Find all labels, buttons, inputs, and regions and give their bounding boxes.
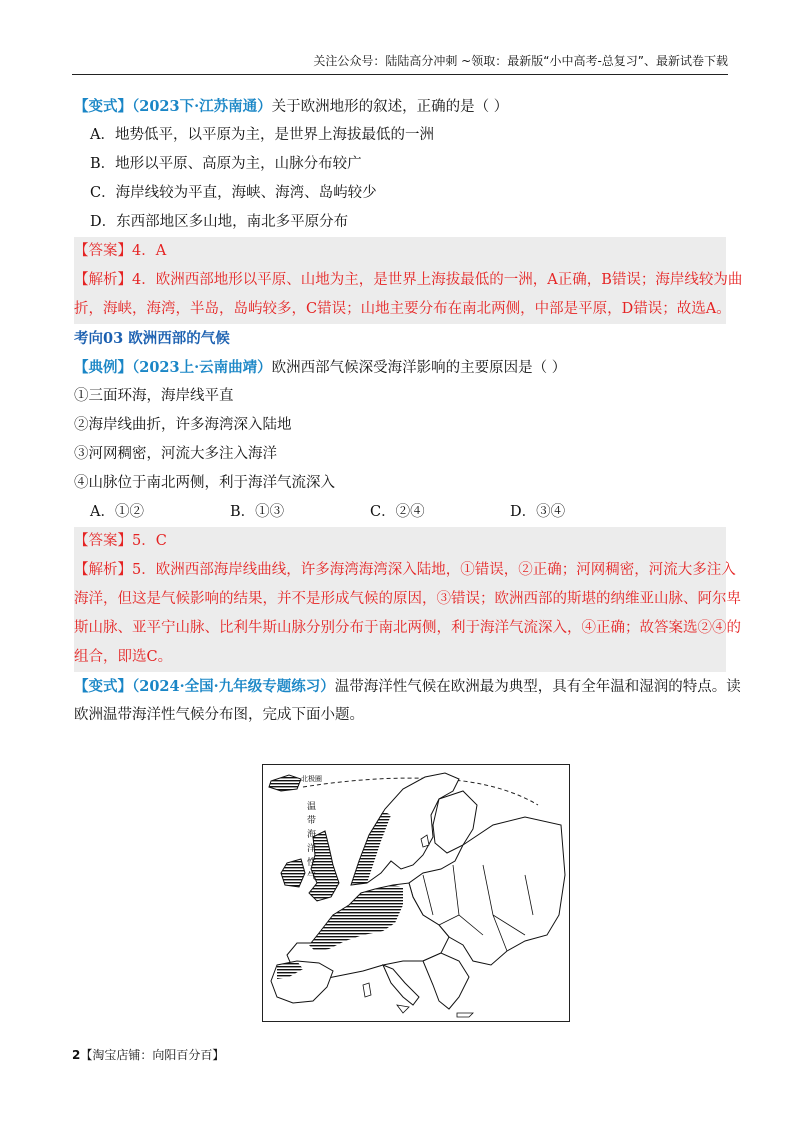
- header-text: 关注公众号：陆陆高分冲刺 ~领取：最新版“小中高考-总复习”、最新试卷下载: [313, 54, 728, 68]
- q5-option-b: B．①③: [230, 504, 285, 520]
- q5-stem: 欧洲西部气候深受海洋影响的主要原因是（ ）: [271, 360, 567, 376]
- q4-option-c: C．海岸线较为平直，海峡、海湾、岛屿较少: [90, 185, 377, 201]
- legend-char-2: 带: [307, 816, 317, 826]
- q5-options: [74, 498, 726, 527]
- q5-stem-line: [74, 353, 726, 382]
- legend-char-1: 温: [307, 802, 317, 812]
- legend-char-4: 洋: [307, 844, 317, 854]
- iceland-outline: [269, 775, 301, 791]
- q5-option-a: A．①②: [90, 504, 144, 520]
- q4-analysis-line-2: 折，海峡，海湾，半岛，岛屿较多，C错误；山地主要分布在南北两侧，中部是平原，D错误；故选A。: [74, 301, 731, 317]
- ireland-outline: [281, 859, 305, 887]
- page-content: [74, 92, 743, 730]
- arctic-circle-label: 北极圈: [301, 775, 322, 783]
- q4-tag: 【变式】: [74, 98, 132, 115]
- q5-source: （2023上·云南曲靖）: [132, 359, 272, 376]
- q5-option-d: D．③④: [510, 504, 566, 520]
- q5-item-3: ③河网稠密，河流大多注入海洋: [74, 446, 277, 462]
- section-title: 考向03 欧洲西部的气候: [74, 330, 230, 347]
- q4-option-d: D．东西部地区多山地，南北多平原分布: [90, 214, 349, 230]
- q6-stem-line-2: 欧洲温带海洋性气候分布图，完成下面小题。: [74, 707, 364, 723]
- q4-stem-line: [74, 92, 726, 121]
- q5-analysis-line-3: 斯山脉、亚平宁山脉、比利牛斯山脉分别分布于南北两侧，利于海洋气流深入，④正确；故答案选②④的: [74, 620, 741, 636]
- q4-analysis-line-1: 【解析】4．欧洲西部地形以平原、山地为主，是世界上海拔最低的一洲，A正确，B错误；海岸线较为曲: [74, 272, 743, 288]
- italy-outline: [383, 965, 419, 1005]
- q5-analysis-line-1: 【解析】5．欧洲西部海岸线曲线，许多海湾海湾深入陆地，①错误，②正确；河网稠密，河流大多注入: [74, 562, 736, 578]
- q5-item-4: ④山脉位于南北两侧，利于海洋气流深入: [74, 475, 335, 491]
- q5-answer: 【答案】5．C: [74, 533, 167, 549]
- balkans-outline: [423, 953, 469, 1009]
- q5-tag: 【典例】: [74, 359, 132, 376]
- q4-answer: 【答案】4．A: [74, 243, 167, 259]
- q5-analysis-line-4: 组合，即选C。: [74, 649, 173, 665]
- page-number: 2: [72, 1048, 81, 1062]
- q6-stem-line-1: [74, 672, 741, 701]
- sardinia-outline: [363, 983, 371, 997]
- q4-answer-block: [74, 237, 743, 324]
- q5-option-c: C．②④: [370, 504, 425, 520]
- q4-source: （2023下·江苏南通）: [132, 98, 272, 115]
- page-footer: [72, 1046, 224, 1063]
- q5-item-1: ①三面环海，海岸线平直: [74, 388, 234, 404]
- q5-analysis-line-2: 海洋，但这是气候影响的结果，并不是形成气候的原因，③错误；欧洲西部的斯堪的纳维亚山脉、阿尔卑: [74, 591, 741, 607]
- legend-char-5: 性: [307, 858, 317, 868]
- legend-char-3: 海: [307, 830, 317, 840]
- q6-source: （2024·全国·九年级专题练习）: [132, 678, 335, 695]
- page-header: [72, 52, 728, 75]
- sicily-outline: [397, 1005, 409, 1013]
- q4-stem: 关于欧洲地形的叙述，正确的是（ ）: [271, 99, 509, 115]
- legend-char-6: 气: [307, 872, 317, 882]
- q5-answer-block: [74, 527, 741, 672]
- shop-label: 【淘宝店铺：向阳百分百】: [80, 1048, 225, 1062]
- q4-option-b: B．地形以平原、高原为主，山脉分布较广: [90, 156, 362, 172]
- q6-stem-1: 温带海洋性气候在欧洲最为典型，具有全年温和湿润的特点。读: [334, 679, 741, 695]
- q6-tag: 【变式】: [74, 678, 132, 695]
- europe-map-svg: [263, 765, 569, 1021]
- q4-option-a: A．地势低平，以平原为主，是世界上海拔最低的一洲: [90, 127, 434, 143]
- europe-climate-map: [262, 764, 570, 1022]
- q5-item-2: ②海岸线曲折，许多海湾深入陆地: [74, 417, 292, 433]
- crete-outline: [457, 1013, 473, 1017]
